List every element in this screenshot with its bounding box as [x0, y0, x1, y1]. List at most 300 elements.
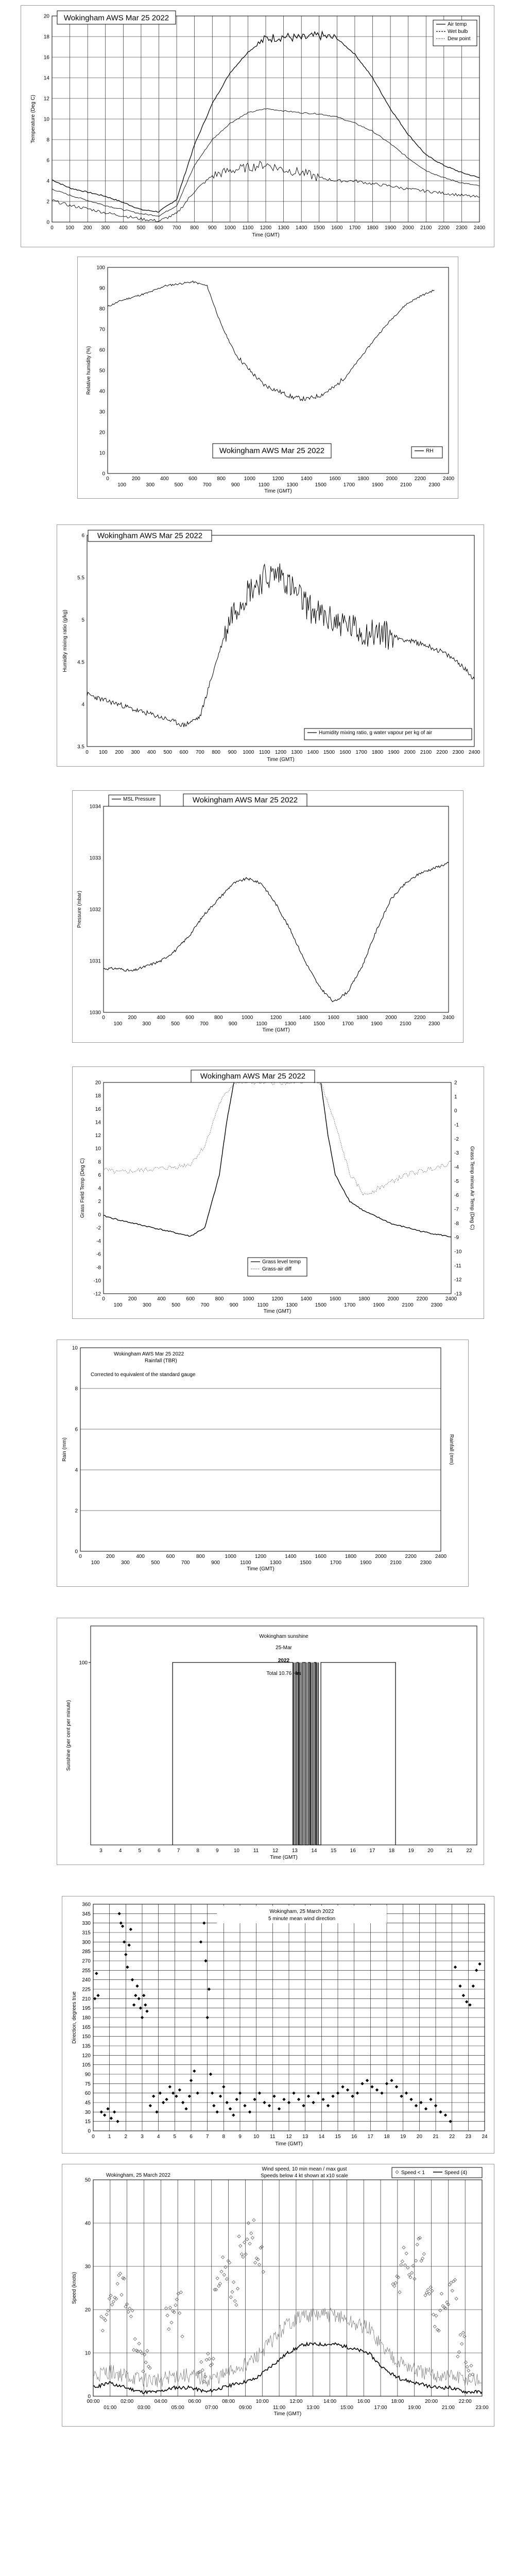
y-tick-label: 10	[95, 1146, 101, 1152]
x-tick-label: 700	[200, 1302, 210, 1308]
y-tick-label: 20	[99, 430, 105, 436]
x-tick-label: 7	[205, 2134, 209, 2140]
x-tick-label: 2300	[420, 1560, 432, 1566]
x-tick-label: 1900	[360, 1560, 372, 1566]
y-axis-label: Sunshine (per cent per minute)	[66, 1700, 72, 1771]
x-tick-label: 400	[147, 750, 156, 755]
legend-label: Air temp	[448, 22, 467, 27]
x-tick-label: 1700	[342, 1021, 354, 1027]
x-tick-label: 200	[128, 1296, 137, 1302]
x-tick-label: 20	[427, 1848, 434, 1854]
legend-label: Wet bulb	[448, 29, 468, 35]
year-label: 2022	[278, 1658, 290, 1664]
x-tick-label: 1000	[243, 750, 254, 755]
x-tick-label: 08:00	[222, 2399, 235, 2404]
x-tick-label: 1100	[240, 1560, 251, 1566]
y-tick-label: 1033	[89, 855, 101, 861]
x-tick-label: 4	[118, 1848, 122, 1854]
y-tick-label: 14	[43, 75, 49, 81]
x-tick-label: 1	[108, 2134, 111, 2140]
y-axis-label: Temperature (Deg C)	[30, 95, 36, 143]
x-tick-label: 16	[350, 1848, 356, 1854]
x-tick-label: 09:00	[238, 2405, 252, 2411]
x-tick-label: 2200	[405, 1554, 417, 1560]
x-tick-label: 1300	[284, 1021, 297, 1027]
x-tick-label: 6	[158, 1848, 161, 1854]
x-tick-label: 1800	[345, 1554, 357, 1560]
x-tick-label: 21:00	[441, 2405, 455, 2411]
x-axis-label: Time (GMT)	[270, 1855, 298, 1860]
x-tick-label: 1900	[373, 1302, 385, 1308]
x-axis-label: Time (GMT)	[252, 232, 280, 238]
x-tick-label: 01:00	[104, 2405, 117, 2411]
y-axis-label: Grass Field Temp (Deg C)	[80, 1158, 85, 1218]
x-tick-label: 600	[185, 1015, 194, 1021]
y-tick-label: 5.5	[77, 575, 84, 581]
x-tick-label: 700	[172, 225, 181, 231]
x-tick-label: 18	[388, 1848, 395, 1854]
x-tick-label: 1100	[259, 750, 270, 755]
x-tick-label: 00:00	[87, 2399, 100, 2404]
x-tick-label: 200	[115, 750, 124, 755]
x-tick-label: 100	[113, 1021, 123, 1027]
x-tick-label: 6	[190, 2134, 193, 2140]
y-tick-label: 6	[46, 158, 49, 164]
legend-label: Speed (4)	[444, 2170, 467, 2176]
x-tick-label: 1200	[274, 750, 287, 755]
x-tick-label: 700	[181, 1560, 190, 1566]
x-axis-label: Time (GMT)	[267, 757, 295, 762]
x-tick-label: 2200	[414, 476, 426, 482]
y-tick-label: 195	[82, 2006, 91, 2012]
x-tick-label: 13	[291, 1848, 298, 1854]
x-tick-label: 2100	[420, 225, 432, 231]
x-tick-label: 20:00	[425, 2399, 438, 2404]
wind-direction-chart	[62, 1896, 495, 2154]
x-tick-label: 800	[212, 750, 221, 755]
legend-label: Dew point	[448, 36, 471, 42]
x-tick-label: 1000	[224, 225, 236, 231]
wind-speed-chart	[62, 2164, 495, 2427]
y2-tick-label: 0	[454, 1108, 457, 1114]
y-axis-label: Relative humidity (%)	[86, 346, 92, 395]
x-tick-label: 1000	[242, 1015, 253, 1021]
y-tick-label: 285	[82, 1949, 91, 1955]
x-tick-label: 1100	[257, 1302, 269, 1308]
x-tick-label: 3	[141, 2134, 144, 2140]
y-tick-label: 315	[82, 1930, 91, 1936]
x-tick-label: 15	[335, 2134, 341, 2140]
x-tick-label: 15	[331, 1848, 337, 1854]
x-tick-label: 500	[151, 1560, 160, 1566]
y-tick-label: 345	[82, 1911, 91, 1917]
x-tick-label: 1200	[260, 225, 272, 231]
x-tick-label: 500	[136, 225, 146, 231]
legend-label: Grass level temp	[262, 1259, 301, 1265]
x-tick-label: 800	[215, 1296, 224, 1302]
y-tick-label: 4	[81, 702, 84, 708]
chart-title: Wokingham sunshine	[259, 1634, 308, 1639]
x-tick-label: 1700	[355, 750, 367, 755]
y-tick-label: 70	[99, 327, 105, 333]
x-tick-label: 1300	[270, 1560, 282, 1566]
y-tick-label: 90	[99, 285, 105, 292]
x-tick-label: 06:00	[188, 2399, 201, 2404]
x-tick-label: 2000	[387, 1296, 399, 1302]
y-tick-label: 16	[95, 1106, 101, 1112]
pressure-chart-panel	[72, 790, 464, 1043]
x-tick-label: 1800	[356, 1015, 368, 1021]
x-tick-label: 600	[188, 476, 197, 482]
x-tick-label: 9	[216, 1848, 219, 1854]
chart-subtitle: Rainfall (TBR)	[145, 1358, 177, 1364]
y-tick-label: -6	[96, 1251, 101, 1258]
x-tick-label: 300	[143, 1302, 151, 1308]
x-tick-label: 1000	[244, 476, 255, 482]
x-tick-label: 300	[146, 482, 155, 488]
humidity-chart-panel	[77, 257, 458, 499]
x-tick-label: 2200	[416, 1296, 428, 1302]
y-tick-label: 8	[46, 137, 49, 143]
x-axis-label: Time (GMT)	[273, 2411, 302, 2417]
x-tick-label: 1300	[291, 750, 303, 755]
grass-temp-chart	[73, 1067, 485, 1319]
x-tick-label: 1200	[271, 1296, 283, 1302]
x-tick-label: 1800	[358, 1296, 370, 1302]
chart-title: Wokingham AWS Mar 25 2022	[114, 1351, 184, 1357]
legend-note-2: Speeds below 4 kt shown at x10 scale	[261, 2173, 348, 2179]
x-tick-label: 300	[142, 1021, 151, 1027]
y-tick-label: 16	[43, 55, 49, 61]
x-tick-label: 1400	[300, 1296, 312, 1302]
legend-note: Wind speed, 10 min mean / max gust	[262, 2166, 347, 2172]
x-tick-label: 1700	[349, 225, 361, 231]
x-tick-label: 100	[91, 1560, 100, 1566]
x-tick-label: 100	[113, 1302, 123, 1308]
x-tick-label: 17:00	[374, 2405, 387, 2411]
y-tick-label: 90	[84, 2072, 91, 2078]
y-tick-label: -10	[93, 1278, 101, 1284]
chart-title: Wokingham AWS Mar 25 2022	[219, 446, 325, 455]
x-tick-label: 10	[233, 1848, 239, 1854]
x-tick-label: 17	[367, 2134, 373, 2140]
x-tick-label: 2100	[400, 482, 412, 488]
y2-tick-label: -11	[454, 1263, 461, 1269]
y-tick-label: 135	[82, 2043, 91, 2049]
x-axis-label: Time (GMT)	[247, 1566, 274, 1572]
y-tick-label: 30	[84, 2264, 91, 2270]
x-tick-label: 100	[117, 482, 126, 488]
y-axis-label: Speed (knots)	[72, 2272, 77, 2304]
wind-direction-chart-panel	[62, 1896, 494, 2154]
y-tick-label: 4	[75, 1467, 78, 1473]
x-tick-label: 200	[128, 1015, 137, 1021]
x-tick-label: 2000	[386, 476, 398, 482]
y-tick-label: 15	[84, 2119, 91, 2125]
x-tick-label: 600	[154, 225, 163, 231]
x-tick-label: 600	[179, 750, 188, 755]
y-tick-label: 12	[95, 1133, 101, 1139]
y-tick-label: 0	[75, 1549, 78, 1555]
x-tick-label: 900	[228, 1021, 237, 1027]
x-tick-label: 8	[196, 1848, 199, 1854]
y-tick-label: 20	[95, 1080, 101, 1086]
x-tick-label: 800	[217, 476, 226, 482]
x-tick-label: 2200	[414, 1015, 426, 1021]
x-tick-label: 2200	[436, 750, 448, 755]
sunshine-chart	[57, 1618, 485, 1866]
y-tick-label: 105	[82, 2062, 91, 2069]
x-tick-label: 1100	[258, 482, 270, 488]
y-tick-label: 0	[88, 2128, 91, 2134]
x-tick-label: 11	[270, 2134, 276, 2140]
y-tick-label: 255	[82, 1968, 91, 1974]
x-tick-label: 2300	[428, 1021, 440, 1027]
y2-tick-label: -9	[454, 1235, 459, 1241]
x-tick-label: 300	[121, 1560, 130, 1566]
y-tick-label: 1031	[89, 958, 101, 964]
y-tick-label: 1032	[89, 907, 101, 913]
y2-tick-label: -12	[454, 1277, 462, 1283]
x-tick-label: 14	[318, 2134, 324, 2140]
x-tick-label: 500	[171, 1021, 180, 1027]
x-tick-label: 1400	[307, 750, 319, 755]
x-tick-label: 900	[228, 750, 237, 755]
x-tick-label: 200	[83, 225, 92, 231]
x-tick-label: 21	[433, 2134, 439, 2140]
y-tick-label: 6	[81, 533, 84, 539]
x-tick-label: 24	[482, 2134, 488, 2140]
x-tick-label: 400	[157, 1015, 166, 1021]
x-tick-label: 1900	[384, 225, 397, 231]
x-tick-label: 2400	[442, 1015, 455, 1021]
y-tick-label: 2	[46, 199, 49, 205]
x-tick-label: 400	[160, 476, 169, 482]
y-tick-label: 3.5	[77, 744, 84, 750]
x-tick-label: 500	[174, 482, 183, 488]
x-tick-label: 800	[214, 1015, 223, 1021]
x-tick-label: 2100	[400, 1021, 411, 1027]
y-tick-label: 50	[84, 2177, 91, 2183]
x-tick-label: 2000	[402, 225, 414, 231]
x-tick-label: 1300	[278, 225, 289, 231]
x-tick-label: 2000	[375, 1554, 387, 1560]
y-tick-label: 12	[43, 96, 49, 102]
y-tick-label: 30	[99, 409, 105, 415]
y-axis-label: Direction, degrees true	[72, 1991, 77, 2044]
x-tick-label: 1300	[286, 482, 298, 488]
y2-tick-label: 1	[454, 1094, 457, 1100]
x-tick-label: 1600	[339, 750, 351, 755]
x-tick-label: 3	[99, 1848, 102, 1854]
x-tick-label: 1700	[344, 1302, 356, 1308]
x-tick-label: 22:00	[458, 2399, 472, 2404]
x-tick-label: 1000	[225, 1554, 236, 1560]
x-tick-label: 07:00	[205, 2405, 218, 2411]
x-tick-label: 1600	[315, 1554, 327, 1560]
y2-tick-label: -10	[454, 1249, 462, 1255]
x-tick-label: 700	[195, 750, 204, 755]
chart-title: Wokingham AWS Mar 25 2022	[97, 531, 203, 540]
y-axis-label: Humidity mixing ratio (g/kg)	[62, 609, 68, 672]
x-tick-label: 1900	[388, 750, 400, 755]
x-tick-label: 400	[157, 1296, 166, 1302]
y-tick-label: 45	[84, 2100, 91, 2106]
x-tick-label: 1600	[329, 1296, 341, 1302]
y-tick-label: 4	[46, 178, 49, 184]
y-tick-label: 1034	[89, 804, 101, 810]
x-tick-label: 13:00	[306, 2405, 320, 2411]
y-tick-label: 360	[82, 1902, 91, 1908]
chart-annotation: Corrected to equivalent of the standard gauge	[91, 1372, 196, 1378]
x-tick-label: 1500	[313, 225, 325, 231]
y-tick-label: -2	[96, 1225, 101, 1231]
mixing-ratio-chart-panel	[57, 524, 484, 767]
x-tick-label: 2100	[402, 1302, 414, 1308]
x-tick-label: 16	[351, 2134, 357, 2140]
x-tick-label: 2100	[420, 750, 432, 755]
y-tick-label: 60	[99, 347, 105, 353]
x-tick-label: 1700	[343, 482, 355, 488]
x-tick-label: 1300	[286, 1302, 298, 1308]
x-tick-label: 1600	[328, 1015, 339, 1021]
y-tick-label: 0	[88, 2394, 91, 2400]
x-tick-label: 2000	[404, 750, 416, 755]
y-tick-label: 0	[98, 1212, 101, 1218]
y-tick-label: 1030	[89, 1010, 101, 1016]
x-tick-label: 1500	[315, 1302, 327, 1308]
y-tick-label: -8	[96, 1265, 101, 1271]
x-tick-label: 11	[253, 1848, 259, 1854]
y-tick-label: 18	[95, 1093, 101, 1099]
x-tick-label: 1500	[313, 1021, 325, 1027]
x-tick-label: 700	[200, 1021, 209, 1027]
x-tick-label: 10	[253, 2134, 260, 2140]
x-tick-label: 1500	[323, 750, 335, 755]
x-tick-label: 200	[131, 476, 141, 482]
legend-label: RH	[426, 448, 434, 454]
x-tick-label: 1500	[300, 1560, 312, 1566]
y-tick-label: 8	[75, 1386, 78, 1392]
grass-temp-chart-panel	[72, 1066, 484, 1319]
x-tick-label: 12:00	[289, 2399, 303, 2404]
plot-area	[108, 267, 449, 473]
x-tick-label: 900	[229, 1302, 238, 1308]
chart-title: Wokingham AWS Mar 25 2022	[63, 13, 169, 23]
x-tick-label: 1800	[357, 476, 369, 482]
chart-title: Wokingham AWS Mar 25 2022	[192, 795, 298, 805]
legend-label: MSL Pressure	[123, 796, 156, 802]
y-tick-label: 240	[82, 1977, 91, 1984]
x-tick-label: 23	[465, 2134, 471, 2140]
rainfall-chart	[57, 1340, 469, 1587]
x-tick-label: 1500	[315, 482, 327, 488]
x-tick-label: 1900	[371, 1021, 383, 1027]
y-tick-label: 4	[98, 1185, 101, 1192]
y-tick-label: 150	[82, 2034, 91, 2040]
y2-axis-label: Rainfall (mm)	[449, 1434, 454, 1465]
y-tick-label: 225	[82, 1987, 91, 1993]
x-tick-label: 0	[106, 476, 109, 482]
x-tick-label: 11:00	[272, 2405, 286, 2411]
y-tick-label: 2	[75, 1508, 78, 1514]
y2-tick-label: -8	[454, 1221, 459, 1227]
x-tick-label: 1400	[301, 476, 313, 482]
y-tick-label: 10	[84, 2350, 91, 2357]
temperature-chart	[21, 6, 495, 248]
x-tick-label: 0	[102, 1015, 105, 1021]
x-tick-label: 300	[131, 750, 140, 755]
x-tick-label: 300	[101, 225, 110, 231]
y-tick-label: 100	[96, 265, 105, 271]
y2-tick-label: -1	[454, 1122, 459, 1128]
x-tick-label: 0	[92, 2134, 95, 2140]
x-tick-label: 19	[408, 1848, 414, 1854]
humidity-chart	[78, 257, 459, 499]
x-tick-label: 7	[177, 1848, 180, 1854]
x-tick-label: 0	[50, 225, 54, 231]
y2-tick-label: -2	[454, 1136, 459, 1142]
x-tick-label: 02:00	[121, 2399, 134, 2404]
pressure-chart	[73, 791, 464, 1043]
x-tick-label: 2400	[435, 1554, 447, 1560]
x-tick-label: 800	[190, 225, 199, 231]
x-tick-label: 1400	[299, 1015, 311, 1021]
x-tick-label: 0	[79, 1554, 82, 1560]
x-tick-label: 4	[157, 2134, 160, 2140]
y2-tick-label: -3	[454, 1150, 459, 1157]
x-tick-label: 22	[466, 1848, 472, 1854]
x-tick-label: 23:00	[475, 2405, 489, 2411]
plot-area	[93, 2180, 482, 2396]
x-tick-label: 700	[202, 482, 212, 488]
y-tick-label: 4.5	[77, 659, 84, 666]
y-tick-label: 18	[43, 34, 49, 40]
x-tick-label: 1700	[330, 1560, 341, 1566]
y-tick-label: 2	[98, 1199, 101, 1205]
x-tick-label: 5	[138, 1848, 142, 1854]
y2-tick-label: -13	[454, 1291, 462, 1297]
x-tick-label: 1400	[296, 225, 307, 231]
x-tick-label: 2000	[385, 1015, 397, 1021]
x-tick-label: 2300	[428, 482, 440, 488]
y-axis-label: Pressure (mbar)	[77, 890, 82, 928]
y-tick-label: 6	[98, 1172, 101, 1178]
x-tick-label: 400	[118, 225, 128, 231]
y-tick-label: 20	[84, 2307, 91, 2313]
x-tick-label: 800	[196, 1554, 205, 1560]
y-tick-label: 5	[81, 617, 84, 623]
chart-subtitle: 5 minute mean wind direction	[268, 1916, 336, 1922]
x-tick-label: 13	[302, 2134, 308, 2140]
x-tick-label: 0	[102, 1296, 105, 1302]
x-tick-label: 04:00	[154, 2399, 167, 2404]
x-tick-label: 900	[231, 482, 240, 488]
x-tick-label: 1400	[285, 1554, 297, 1560]
plot-area	[80, 1348, 441, 1551]
x-tick-label: 8	[222, 2134, 226, 2140]
y-tick-label: 180	[82, 2015, 91, 2021]
x-tick-label: 500	[171, 1302, 180, 1308]
y-tick-label: 40	[99, 388, 105, 395]
y-tick-label: 6	[75, 1427, 78, 1433]
x-tick-label: 2300	[456, 225, 468, 231]
x-tick-label: 200	[106, 1554, 115, 1560]
x-tick-label: 2400	[468, 750, 480, 755]
x-tick-label: 2300	[431, 1302, 442, 1308]
x-tick-label: 20	[416, 2134, 422, 2140]
y-tick-label: 300	[82, 1939, 91, 1945]
